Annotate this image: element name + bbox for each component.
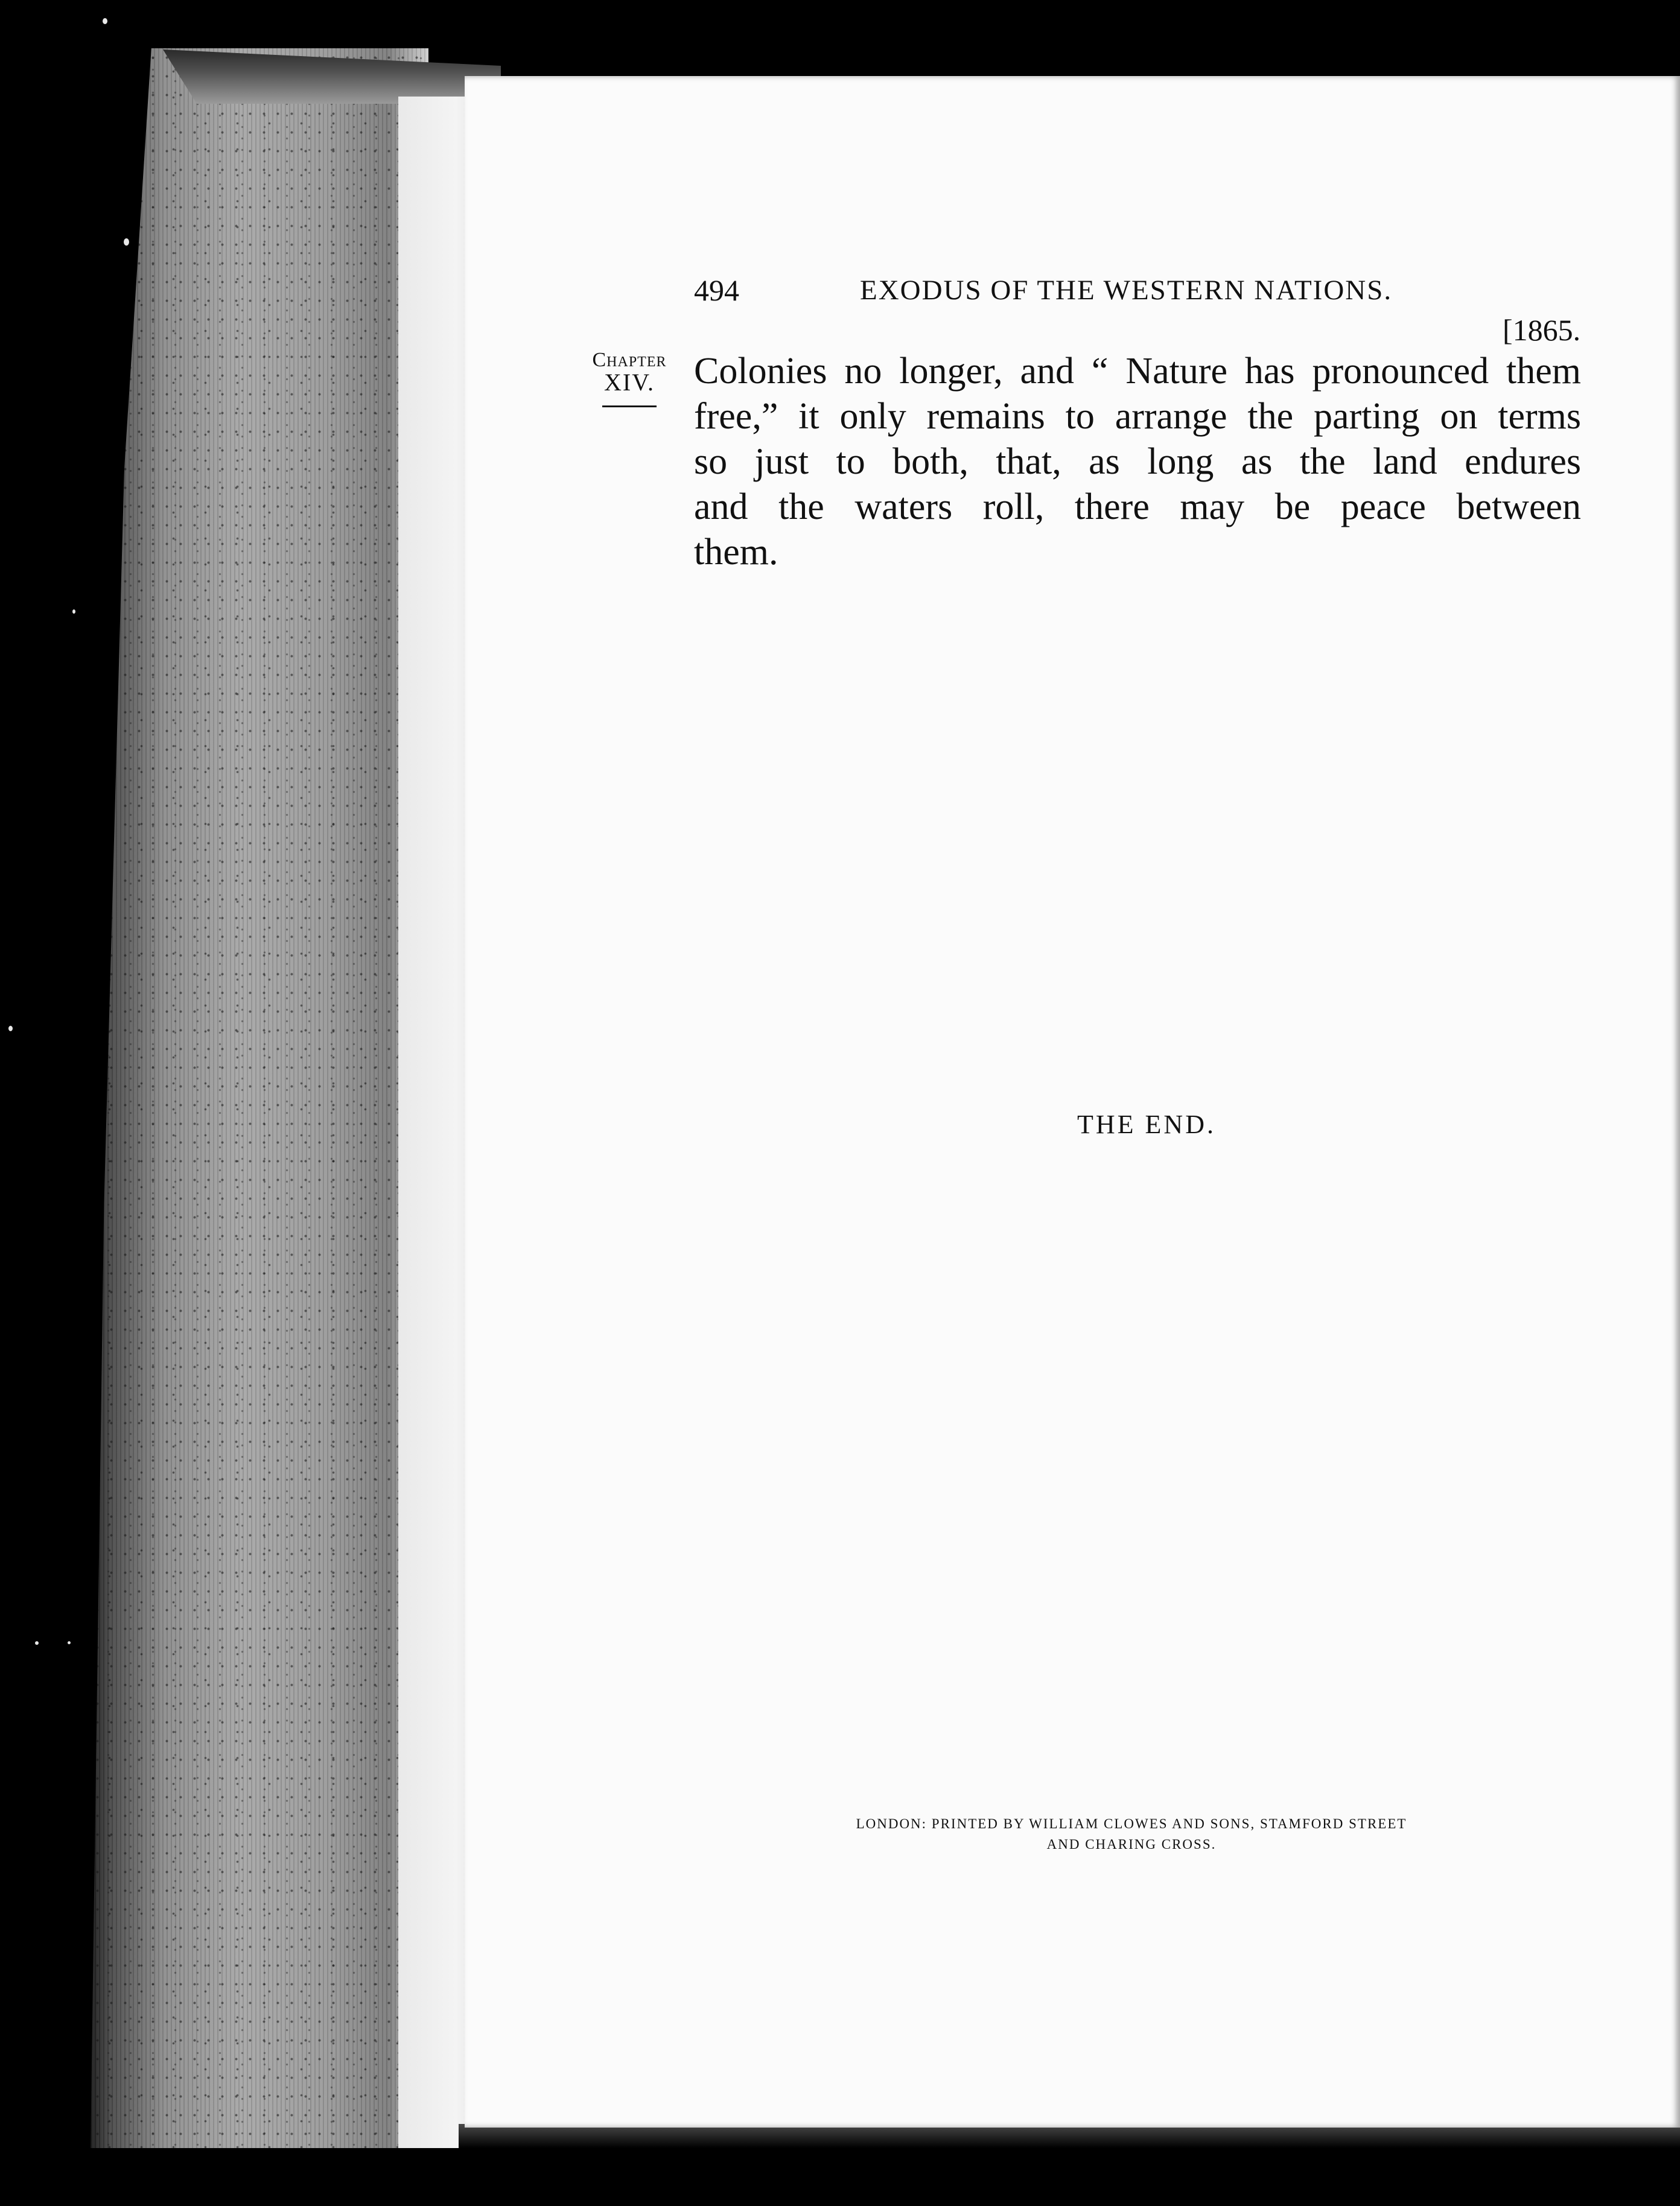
chapter-rule	[602, 405, 657, 407]
running-head	[694, 273, 1424, 315]
text-line: Colonies no longer, and “ Nature has pronounced them	[694, 351, 1581, 392]
page-edges	[91, 48, 428, 2148]
body-paragraph	[694, 349, 1581, 575]
text-line: free,” it only remains to arrange the parting on terms	[694, 396, 1581, 437]
text-line: so just to both, that, as long as the land endures	[694, 441, 1581, 482]
chapter-label	[572, 350, 687, 407]
the-end: THE END.	[1077, 1110, 1216, 1139]
speck	[124, 238, 129, 246]
printer-imprint	[784, 1814, 1478, 1855]
year-note: [1865.	[1503, 313, 1581, 347]
speck	[72, 609, 75, 614]
chapter-word: Chapter	[592, 349, 667, 371]
text-line: and the waters roll, there may be peace between	[694, 486, 1581, 527]
top-page-stack	[163, 49, 501, 104]
text-line: them.	[694, 532, 778, 573]
speck	[35, 1641, 39, 1645]
leaf-shadow	[459, 2124, 1680, 2148]
page-number: 494	[694, 273, 739, 307]
speck	[8, 1026, 13, 1031]
speck	[103, 18, 107, 24]
imprint-line: AND CHARING CROSS.	[1046, 1837, 1217, 1852]
chapter-number: XIV.	[604, 369, 655, 396]
speck	[68, 1641, 71, 1644]
running-title: EXODUS OF THE WESTERN NATIONS.	[860, 275, 1393, 306]
imprint-line: LONDON: PRINTED BY WILLIAM CLOWES AND SONS, STAMFORD STREET	[856, 1816, 1407, 1831]
